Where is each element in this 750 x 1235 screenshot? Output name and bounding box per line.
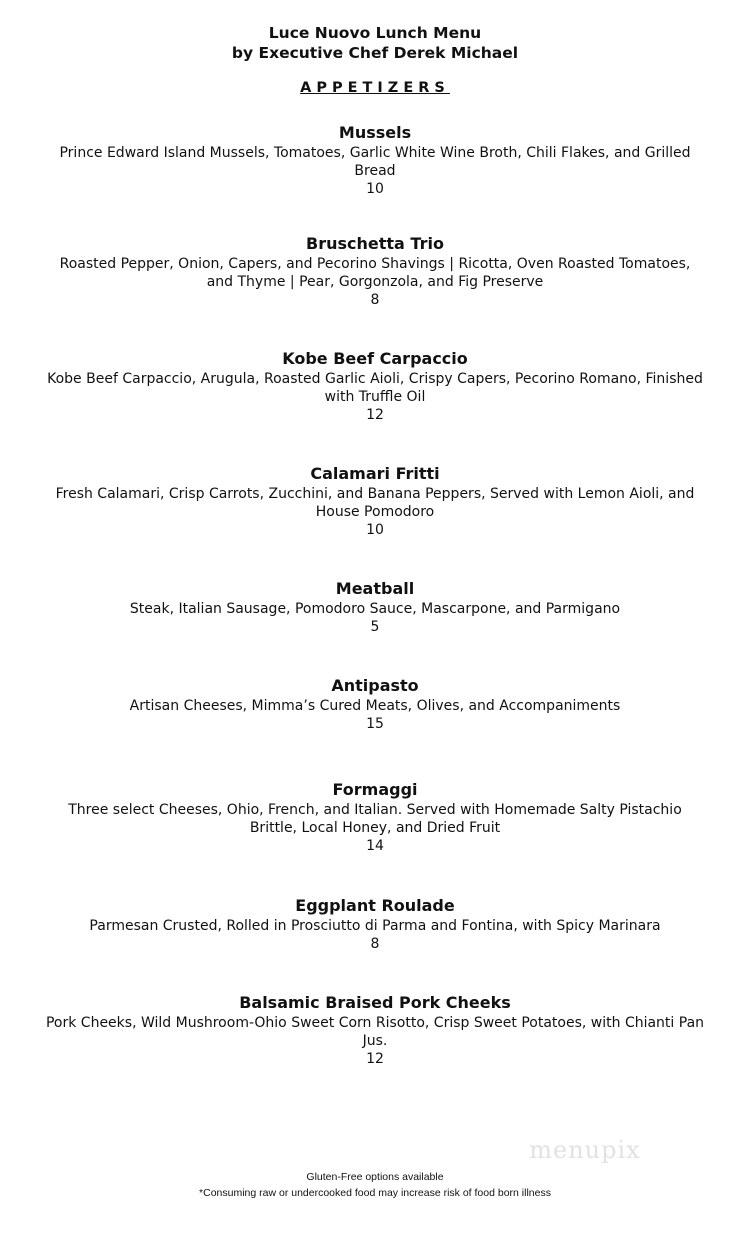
item-name: Bruschetta Trio bbox=[306, 234, 444, 253]
item-name: Mussels bbox=[338, 123, 412, 142]
item-price: 14 bbox=[366, 838, 384, 854]
item-price: 10 bbox=[366, 522, 384, 538]
menu-title: Luce Nuovo Lunch Menu bbox=[268, 24, 482, 42]
item-price: 15 bbox=[366, 716, 384, 732]
item-description: Prince Edward Island Mussels, Tomatoes, Garlic White Wine Broth, Chili Flakes, and Grilled Bread bbox=[59, 145, 691, 179]
menupix-watermark: menupix bbox=[529, 1136, 641, 1164]
menu-item-mussels bbox=[45, 123, 705, 198]
item-price: 12 bbox=[366, 407, 384, 423]
item-name: Formaggi bbox=[332, 780, 418, 799]
menu-item-balsamic-braised-pork-cheeks bbox=[45, 993, 705, 1068]
item-price: 10 bbox=[366, 181, 384, 197]
item-description: Artisan Cheeses, Mimma’s Cured Meats, Olives, and Accompaniments bbox=[129, 698, 621, 714]
item-price: 12 bbox=[366, 1051, 384, 1067]
item-name: Eggplant Roulade bbox=[295, 896, 455, 915]
item-name: Balsamic Braised Pork Cheeks bbox=[239, 993, 511, 1012]
menu-item-calamari-fritti bbox=[45, 464, 705, 539]
menu-item-bruschetta-trio bbox=[45, 234, 705, 309]
menu-item-eggplant-roulade bbox=[45, 896, 705, 953]
item-description: Fresh Calamari, Crisp Carrots, Zucchini, and Banana Peppers, Served with Lemon Aioli, and House Pomodoro bbox=[55, 486, 695, 520]
section-title-appetizers: APPETIZERS bbox=[300, 80, 450, 96]
menu-item-kobe-beef-carpaccio bbox=[45, 349, 705, 424]
item-description: Kobe Beef Carpaccio, Arugula, Roasted Garlic Aioli, Crispy Capers, Pecorino Romano, Finished with Truffle Oil bbox=[47, 371, 703, 405]
menu-item-formaggi bbox=[45, 780, 705, 855]
item-name: Kobe Beef Carpaccio bbox=[282, 349, 468, 368]
item-description: Pork Cheeks, Wild Mushroom-Ohio Sweet Corn Risotto, Crisp Sweet Potatoes, with Chianti Pan Jus. bbox=[45, 1015, 705, 1049]
item-price: 8 bbox=[370, 936, 380, 952]
item-name: Antipasto bbox=[331, 676, 419, 695]
item-description: Steak, Italian Sausage, Pomodoro Sauce, Mascarpone, and Parmigano bbox=[129, 601, 621, 617]
menu-subtitle: by Executive Chef Derek Michael bbox=[231, 44, 519, 62]
menu-item-meatball bbox=[45, 579, 705, 636]
item-price: 5 bbox=[370, 619, 380, 635]
item-price: 8 bbox=[370, 292, 380, 308]
item-description: Three select Cheeses, Ohio, French, and Italian. Served with Homemade Salty Pistachio Brittle, Local Honey, and Dried Fruit bbox=[68, 802, 682, 836]
item-name: Meatball bbox=[335, 579, 415, 598]
food-safety-disclaimer: *Consuming raw or undercooked food may increase risk of food born illness bbox=[199, 1187, 551, 1199]
menu-item-antipasto bbox=[45, 676, 705, 733]
gluten-free-note: Gluten-Free options available bbox=[306, 1171, 444, 1183]
item-name: Calamari Fritti bbox=[310, 464, 440, 483]
item-description: Parmesan Crusted, Rolled in Prosciutto di Parma and Fontina, with Spicy Marinara bbox=[89, 918, 661, 934]
item-description: Roasted Pepper, Onion, Capers, and Pecorino Shavings | Ricotta, Oven Roasted Tomatoes, and Thyme | Pear, Gorgonzola, and Fig Preserve bbox=[59, 256, 691, 290]
